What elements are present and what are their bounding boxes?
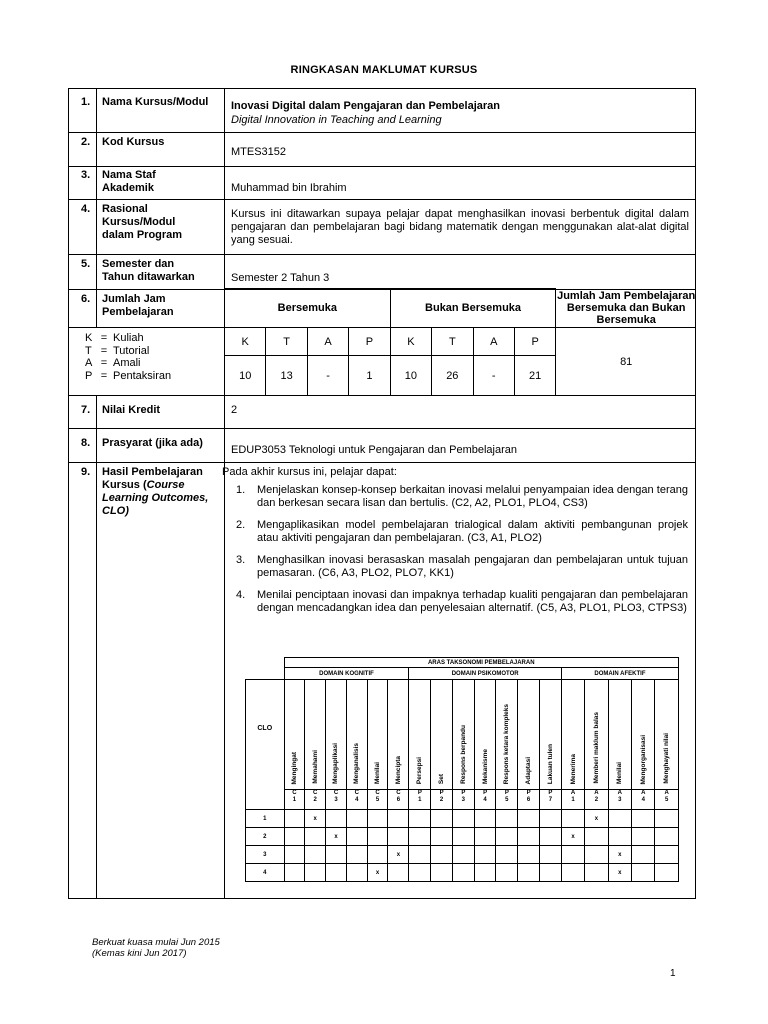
taxonomy-code: A 1 bbox=[561, 790, 584, 810]
clo-number: 3 bbox=[246, 846, 285, 864]
row-label: Jumlah Jam bbox=[102, 293, 166, 305]
taxonomy-cell: x bbox=[608, 864, 631, 882]
row-number: 9. bbox=[81, 466, 91, 478]
taxonomy-cell bbox=[452, 864, 474, 882]
taxonomy-cell bbox=[284, 810, 305, 828]
bukan-bersemuka-header: Bukan Bersemuka bbox=[390, 289, 556, 328]
taxonomy-code: C 3 bbox=[326, 790, 347, 810]
taxonomy-cell bbox=[474, 864, 496, 882]
taxonomy-row bbox=[246, 828, 679, 846]
taxonomy-level: Mekanisme bbox=[474, 680, 496, 790]
row-label: Rasional bbox=[102, 203, 148, 215]
course-summary-table bbox=[68, 88, 696, 899]
taxonomy-cell bbox=[431, 810, 453, 828]
row-label: Learning Outcomes, bbox=[102, 492, 209, 504]
taxonomy-cell bbox=[518, 846, 540, 864]
taxonomy-code: A 2 bbox=[585, 790, 608, 810]
taxonomy-level: Adaptasi bbox=[518, 680, 540, 790]
prerequisite-value: EDUP3053 Teknologi untuk Pengajaran dan Pembelajaran bbox=[231, 444, 517, 456]
taxonomy-code: P 6 bbox=[518, 790, 540, 810]
code-cell: K bbox=[225, 328, 266, 356]
domain-psikomotor: DOMAIN PSIKOMOTOR bbox=[409, 668, 561, 680]
clo-item: 1. Menjelaskan konsep-konsep berkaitan inovasi melalui penyampaian idea dengan terang dan berkesan secara lisan dan bertulis. (C2, A2, PLO1, PLO4, CS3) bbox=[236, 484, 688, 509]
taxonomy-level: Memahami bbox=[305, 680, 326, 790]
taxonomy-cell bbox=[496, 846, 518, 864]
taxonomy-cell bbox=[608, 828, 631, 846]
bersemuka-header: Bersemuka bbox=[225, 289, 391, 328]
taxonomy-cell bbox=[474, 828, 496, 846]
taxonomy-cell bbox=[367, 828, 388, 846]
taxonomy-cell bbox=[518, 810, 540, 828]
taxonomy-cell bbox=[367, 846, 388, 864]
page-title: RINGKASAN MAKLUMAT KURSUS bbox=[290, 64, 478, 76]
clo-intro: Pada akhir kursus ini, pelajar dapat: bbox=[222, 466, 397, 478]
row-label: Semester dan bbox=[102, 258, 175, 270]
taxonomy-cell bbox=[346, 864, 367, 882]
taxonomy-cell bbox=[326, 864, 347, 882]
taxonomy-cell: x bbox=[326, 828, 347, 846]
hours-cell: 10 bbox=[390, 356, 431, 396]
taxonomy-level: Menganalisis bbox=[346, 680, 367, 790]
taxonomy-level: Set bbox=[431, 680, 453, 790]
taxonomy-row bbox=[246, 846, 679, 864]
code-cell: A bbox=[307, 328, 348, 356]
taxonomy-cell: x bbox=[367, 864, 388, 882]
taxonomy-cell bbox=[655, 810, 679, 828]
taxonomy-code: P 1 bbox=[409, 790, 431, 810]
row-label: Prasyarat (jika ada) bbox=[102, 437, 203, 449]
taxonomy-cell bbox=[284, 828, 305, 846]
taxonomy-row bbox=[246, 810, 679, 828]
taxonomy-level: Menerima bbox=[561, 680, 584, 790]
taxonomy-level: Mencipta bbox=[388, 680, 409, 790]
taxonomy-cell bbox=[452, 828, 474, 846]
taxonomy-cell: x bbox=[561, 828, 584, 846]
taxonomy-cell bbox=[409, 846, 431, 864]
taxonomy-cell bbox=[431, 846, 453, 864]
taxonomy-code: C 1 bbox=[284, 790, 305, 810]
taxonomy-cell bbox=[518, 828, 540, 846]
total-hours: 81 bbox=[556, 328, 696, 396]
row-number: 5. bbox=[81, 258, 91, 270]
taxonomy-cell: x bbox=[585, 810, 608, 828]
taxonomy-code: P 2 bbox=[431, 790, 453, 810]
taxonomy-level: Respons berpandu bbox=[452, 680, 474, 790]
clo-column-header: CLO bbox=[246, 680, 285, 810]
course-name-ms: Inovasi Digital dalam Pengajaran dan Pembelajaran bbox=[231, 100, 500, 112]
taxonomy-cell bbox=[474, 810, 496, 828]
taxonomy-cell bbox=[409, 864, 431, 882]
row-label: Kursus (Course bbox=[102, 479, 185, 491]
page-number: 1 bbox=[670, 968, 676, 979]
code-cell: A bbox=[473, 328, 514, 356]
taxonomy-cell bbox=[655, 846, 679, 864]
taxonomy-code: A 5 bbox=[655, 790, 679, 810]
taxonomy-cell bbox=[305, 846, 326, 864]
row-number: 6. bbox=[81, 293, 91, 305]
footer bbox=[92, 937, 220, 959]
taxonomy-cell bbox=[284, 864, 305, 882]
semester-value: Semester 2 Tahun 3 bbox=[231, 272, 330, 284]
code-cell: P bbox=[514, 328, 555, 356]
row-label: Tahun ditawarkan bbox=[102, 271, 195, 283]
taxonomy-code: P 4 bbox=[474, 790, 496, 810]
footer-updated-date: (Kemas kini Jun 2017) bbox=[92, 948, 187, 959]
taxonomy-code: A 3 bbox=[608, 790, 631, 810]
clo-item: 3. Menghasilkan inovasi berasaskan masalah pengajaran dan pembelajaran untuk tujuan pemasaran. (C6, A3, PLO2, PLO7, KK1) bbox=[236, 554, 688, 579]
taxonomy-level: Lakuan tulen bbox=[539, 680, 561, 790]
clo-item: 2. Mengaplikasikan model pembelajaran trialogical dalam aktiviti pembangunan projek atau aktiviti pengajaran dan pembelajaran. (C3, A1, PLO2) bbox=[236, 519, 688, 544]
hours-legend: K = Kuliah T = Tutorial A = Amali P = Pentaksiran bbox=[85, 332, 172, 382]
taxonomy-cell bbox=[561, 810, 584, 828]
taxonomy-cell bbox=[539, 810, 561, 828]
taxonomy-level: Menilai bbox=[367, 680, 388, 790]
taxonomy-level: Mengaplikasi bbox=[326, 680, 347, 790]
rationale-text: Kursus ini ditawarkan supaya pelajar dapat menghasilkan inovasi berbentuk digital dalam pengajaran dan pembelajaran bagi bidang matematik dengan menggunakan alat-alat digital yang sesuai. bbox=[231, 208, 689, 246]
taxonomy-cell bbox=[585, 846, 608, 864]
clo-item: 4. Menilai penciptaan inovasi dan impaknya terhadap kualiti pengajaran dan pembelajaran dengan mencadangkan idea dan penyelesaian alternatif. (C5, A3, PLO1, PLO3, CTPS3) bbox=[236, 589, 688, 614]
row-clo bbox=[69, 462, 695, 898]
taxonomy-cell bbox=[346, 828, 367, 846]
row-label: Pembelajaran bbox=[102, 306, 174, 318]
taxonomy-header: ARAS TAKSONOMI PEMBELAJARAN bbox=[284, 658, 679, 668]
taxonomy-cell bbox=[284, 846, 305, 864]
row-rationale bbox=[69, 199, 695, 255]
hours-cell: - bbox=[473, 356, 514, 396]
row-staff bbox=[69, 166, 695, 200]
row-label: CLO) bbox=[102, 505, 129, 517]
taxonomy-code: A 4 bbox=[632, 790, 655, 810]
taxonomy-code: C 2 bbox=[305, 790, 326, 810]
taxonomy-level: Persepsi bbox=[409, 680, 431, 790]
taxonomy-cell bbox=[452, 810, 474, 828]
taxonomy-cell bbox=[326, 846, 347, 864]
taxonomy-cell bbox=[367, 810, 388, 828]
taxonomy-cell bbox=[431, 828, 453, 846]
taxonomy-cell bbox=[518, 864, 540, 882]
row-course-name bbox=[69, 89, 695, 133]
taxonomy-cell bbox=[539, 846, 561, 864]
taxonomy-code: P 5 bbox=[496, 790, 518, 810]
hours-cell: 10 bbox=[225, 356, 266, 396]
taxonomy-cell bbox=[632, 846, 655, 864]
taxonomy-cell bbox=[305, 864, 326, 882]
row-label: Hasil Pembelajaran bbox=[102, 466, 203, 478]
taxonomy-level: Mengorganisasi bbox=[632, 680, 655, 790]
row-label: Kursus/Modul bbox=[102, 216, 176, 228]
taxonomy-cell bbox=[326, 810, 347, 828]
taxonomy-cell bbox=[388, 828, 409, 846]
taxonomy-cell bbox=[388, 810, 409, 828]
row-label: Nilai Kredit bbox=[102, 404, 161, 416]
row-number: 2. bbox=[81, 136, 91, 148]
taxonomy-cell bbox=[452, 846, 474, 864]
row-credit bbox=[69, 395, 695, 429]
clo-number: 2 bbox=[246, 828, 285, 846]
clo-number: 1 bbox=[246, 810, 285, 828]
row-label: dalam Program bbox=[102, 229, 183, 241]
taxonomy-cell bbox=[585, 828, 608, 846]
row-label: Kod Kursus bbox=[102, 136, 165, 148]
course-code: MTES3152 bbox=[231, 146, 287, 158]
taxonomy-table bbox=[245, 657, 679, 882]
staff-name: Muhammad bin Ibrahim bbox=[231, 182, 347, 194]
code-cell: P bbox=[349, 328, 390, 356]
taxonomy-code: C 4 bbox=[346, 790, 367, 810]
code-cell: T bbox=[432, 328, 473, 356]
clo-list bbox=[222, 466, 688, 615]
taxonomy-cell bbox=[305, 828, 326, 846]
row-number: 4. bbox=[81, 203, 91, 215]
taxonomy-code: C 5 bbox=[367, 790, 388, 810]
row-label: Nama Staf bbox=[102, 169, 156, 181]
row-prerequisite bbox=[69, 428, 695, 463]
taxonomy-cell bbox=[539, 828, 561, 846]
taxonomy-level: Respons ketara kompleks bbox=[496, 680, 518, 790]
taxonomy-cell bbox=[539, 864, 561, 882]
taxonomy-cell bbox=[474, 846, 496, 864]
taxonomy-cell: x bbox=[608, 846, 631, 864]
row-number: 3. bbox=[81, 169, 91, 181]
hours-cell: - bbox=[307, 356, 348, 396]
taxonomy-cell bbox=[655, 828, 679, 846]
taxonomy-level: Mengingat bbox=[284, 680, 305, 790]
clo-number: 4 bbox=[246, 864, 285, 882]
hours-table bbox=[224, 288, 696, 396]
taxonomy-cell bbox=[346, 810, 367, 828]
code-cell: T bbox=[266, 328, 307, 356]
row-number: 7. bbox=[81, 404, 91, 416]
taxonomy-cell bbox=[608, 810, 631, 828]
taxonomy-cell bbox=[585, 864, 608, 882]
taxonomy-cell bbox=[409, 828, 431, 846]
taxonomy-cell: x bbox=[388, 846, 409, 864]
row-label: Akademik bbox=[102, 182, 154, 194]
taxonomy-cell bbox=[632, 810, 655, 828]
hours-cell: 21 bbox=[514, 356, 555, 396]
row-number: 1. bbox=[81, 96, 91, 108]
total-hours-header: Jumlah Jam Pembelajaran Bersemuka dan Bukan Bersemuka bbox=[557, 289, 696, 326]
taxonomy-level: Memberi maklum balas bbox=[585, 680, 608, 790]
domain-afektif: DOMAIN AFEKTIF bbox=[561, 668, 678, 680]
row-learning-hours bbox=[69, 289, 695, 396]
row-number: 8. bbox=[81, 437, 91, 449]
hours-cell: 13 bbox=[266, 356, 307, 396]
credit-value: 2 bbox=[231, 404, 238, 416]
taxonomy-cell bbox=[388, 864, 409, 882]
footer-effective-date: Berkuat kuasa mulai Jun 2015 bbox=[92, 937, 220, 948]
taxonomy-cell bbox=[632, 864, 655, 882]
hours-cell: 1 bbox=[349, 356, 390, 396]
hours-cell: 26 bbox=[432, 356, 473, 396]
taxonomy-cell bbox=[431, 864, 453, 882]
taxonomy-code: P 7 bbox=[539, 790, 561, 810]
taxonomy-level: Menilai bbox=[608, 680, 631, 790]
row-label: Nama Kursus/Modul bbox=[102, 96, 209, 108]
taxonomy-cell bbox=[496, 810, 518, 828]
taxonomy-row bbox=[246, 864, 679, 882]
row-course-code bbox=[69, 132, 695, 167]
taxonomy-code: P 3 bbox=[452, 790, 474, 810]
taxonomy-level: Menghayati nilai bbox=[655, 680, 679, 790]
taxonomy-cell bbox=[496, 864, 518, 882]
course-name-en: Digital Innovation in Teaching and Learning bbox=[231, 114, 442, 126]
taxonomy-cell bbox=[496, 828, 518, 846]
domain-kognitif: DOMAIN KOGNITIF bbox=[284, 668, 409, 680]
row-semester bbox=[69, 254, 695, 290]
taxonomy-cell bbox=[632, 828, 655, 846]
taxonomy-cell bbox=[655, 864, 679, 882]
taxonomy-cell: x bbox=[305, 810, 326, 828]
taxonomy-cell bbox=[561, 846, 584, 864]
code-cell: K bbox=[390, 328, 431, 356]
taxonomy-code: C 6 bbox=[388, 790, 409, 810]
taxonomy-cell bbox=[409, 810, 431, 828]
taxonomy-cell bbox=[346, 846, 367, 864]
taxonomy-cell bbox=[561, 864, 584, 882]
